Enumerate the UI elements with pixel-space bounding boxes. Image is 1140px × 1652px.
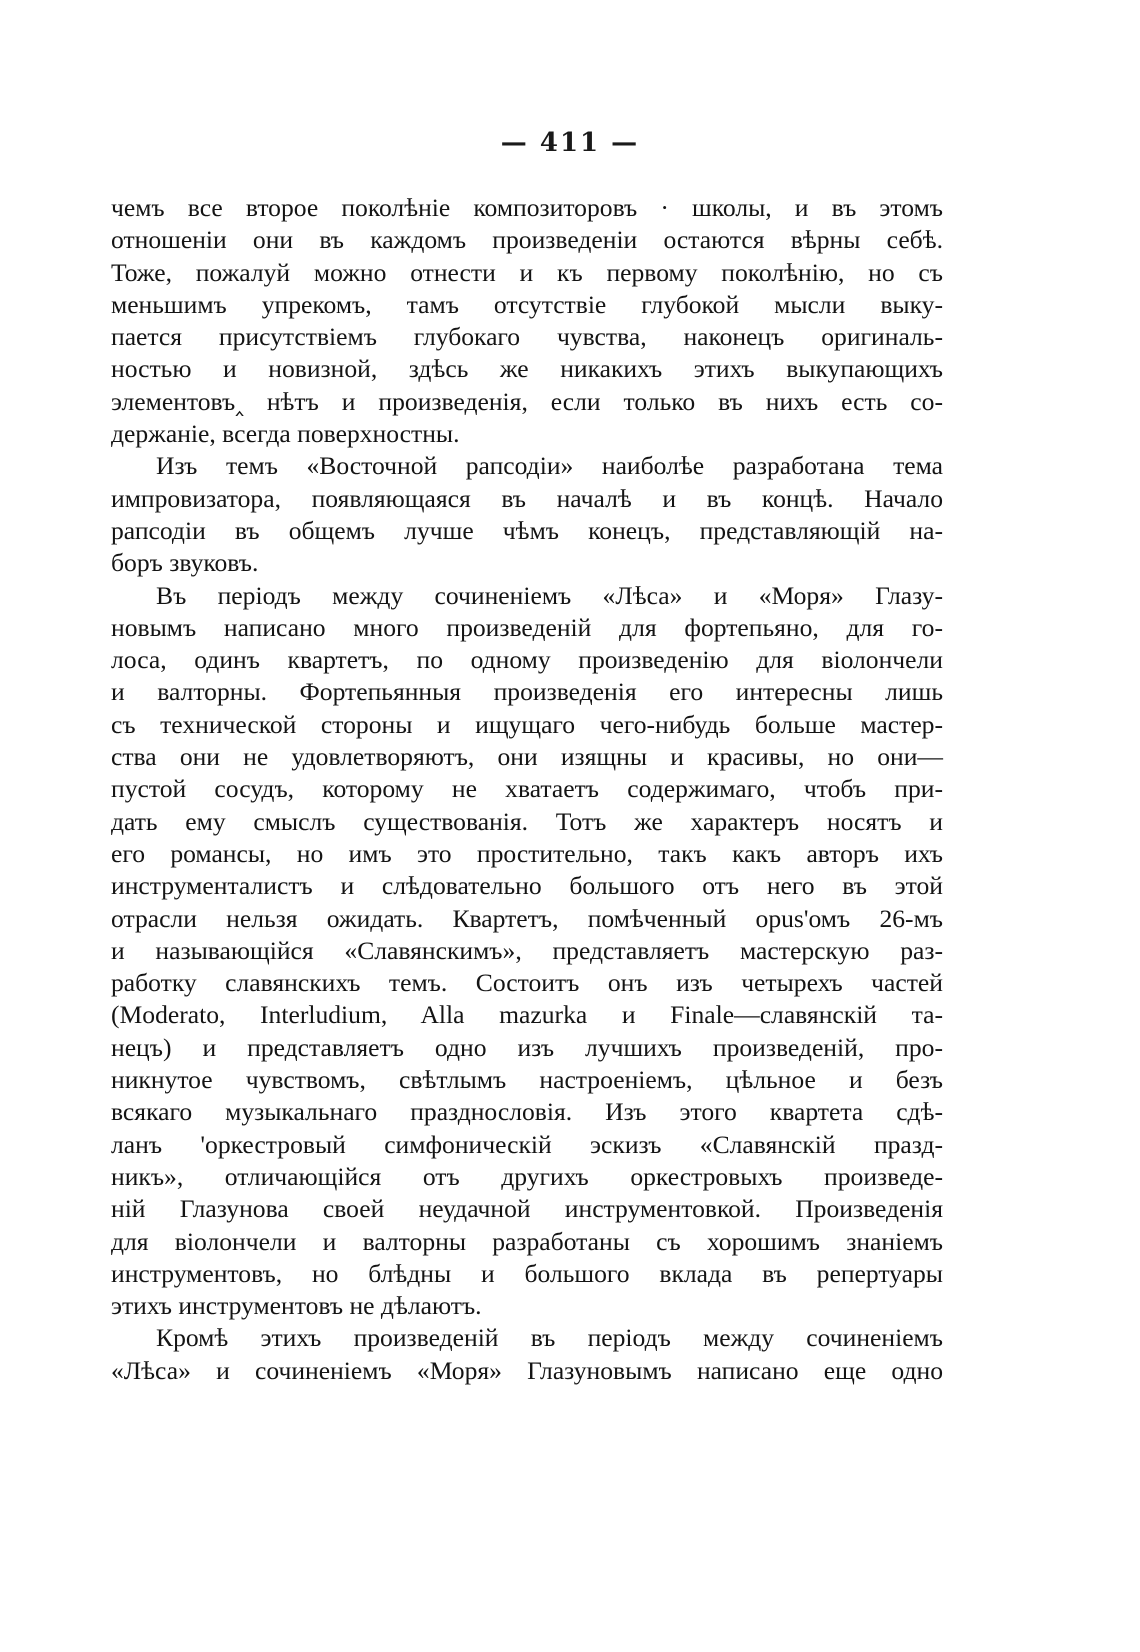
text-line: ностью и новизной, здѣсь же никакихъ этихъ выкупающихъ: [111, 354, 943, 384]
text-line: дать ему смыслъ существованія. Тотъ же характеръ носятъ и: [111, 806, 943, 836]
text-line: боръ звуковъ.: [111, 548, 259, 578]
text-line: ланъ 'оркестровый симфоническій эскизъ «Славянскій празд-: [111, 1129, 943, 1159]
text-line: меньшимъ упрекомъ, тамъ отсутствіе глубокой мысли выку-: [111, 289, 943, 319]
text-line: импровизатора, появляющаяся въ началѣ и въ концѣ. Начало: [111, 483, 943, 513]
text-line: Изъ темъ «Восточной рапсодіи» наиболѣе разработана тема: [156, 451, 943, 481]
text-line: съ технической стороны и ищущаго чего-нибудь больше мастер-: [111, 709, 943, 739]
text-line: отрасли нельзя ожидать. Квартетъ, помѣченный opus'омъ 26-мъ: [111, 903, 943, 933]
text-line: инструментовъ, но блѣдны и большого вклада въ репертуары: [111, 1258, 943, 1288]
text-line: ства они не удовлетворяютъ, они изящны и красивы, но они—: [111, 742, 943, 772]
text-line: никъ», отличающійся отъ другихъ оркестровыхъ произведе-: [111, 1161, 943, 1191]
text-line: ній Глазунова своей неудачной инструментовкой. Произведенія: [111, 1194, 943, 1224]
text-line: Въ періодъ между сочиненіемъ «Лѣса» и «Моря» Глазу-: [156, 580, 943, 610]
text-line: держаніе, всегда поверхностны.: [111, 419, 460, 449]
text-line: и валторны. Фортепьянныя произведенія его интересны лишь: [111, 677, 943, 707]
text-line: отношеніи они въ каждомъ произведеніи остаются вѣрны себѣ.: [111, 225, 943, 255]
body-text: [111, 192, 943, 1387]
text-line: «Лѣса» и сочиненіемъ «Моря» Глазуновымъ написано еще одно: [111, 1355, 943, 1385]
text-line: никнутое чувствомъ, свѣтлымъ настроеніемъ, цѣльное и безъ: [111, 1065, 943, 1095]
text-line: Кромѣ этихъ произведеній въ періодъ между сочиненіемъ: [156, 1323, 943, 1353]
text-line: всякаго музыкальнаго празднословія. Изъ этого квартета сдѣ-: [111, 1097, 943, 1127]
text-line: работку славянскихъ темъ. Состоитъ онъ изъ четырехъ частей: [111, 968, 943, 998]
text-line: этихъ инструментовъ не дѣлаютъ.: [111, 1291, 482, 1321]
text-line: лоса, одинъ квартетъ, по одному произведенію для віолончели: [111, 645, 943, 675]
text-line: чемъ все второе поколѣніе композиторовъ · школы, и въ этомъ: [111, 193, 943, 222]
text-line: элементовъ‸ нѣтъ и произведенія, если только въ нихъ есть со-: [111, 386, 943, 416]
text-line: пается присутствіемъ глубокаго чувства, наконецъ оригиналь-: [111, 322, 943, 352]
text-line: и называющійся «Славянскимъ», представляетъ мастерскую раз-: [111, 935, 943, 965]
text-line: Тоже, пожалуй можно отнести и къ первому поколѣнію, но съ: [111, 257, 943, 287]
text-line: нецъ) и представляетъ одно изъ лучшихъ произведеній, про-: [111, 1032, 943, 1062]
page-number: — 411 —: [500, 128, 640, 158]
text-line: для віолончели и валторны разработаны съ хорошимъ знаніемъ: [111, 1226, 943, 1256]
text-line: его романсы, но имъ это простительно, такъ какъ авторъ ихъ: [111, 838, 943, 868]
text-line: инструменталистъ и слѣдовательно большого отъ него въ этой: [111, 871, 943, 901]
text-line: пустой сосудъ, которому не хватаетъ содержимаго, чтобъ при-: [111, 774, 943, 804]
text-line: (Moderato, Interludium, Alla mazurka и Finale—славянскій та-: [111, 1000, 943, 1030]
text-line: новымъ написано много произведеній для фортепьяно, для го-: [111, 612, 943, 642]
text-line: рапсодіи въ общемъ лучше чѣмъ конецъ, представляющій на-: [111, 515, 943, 545]
